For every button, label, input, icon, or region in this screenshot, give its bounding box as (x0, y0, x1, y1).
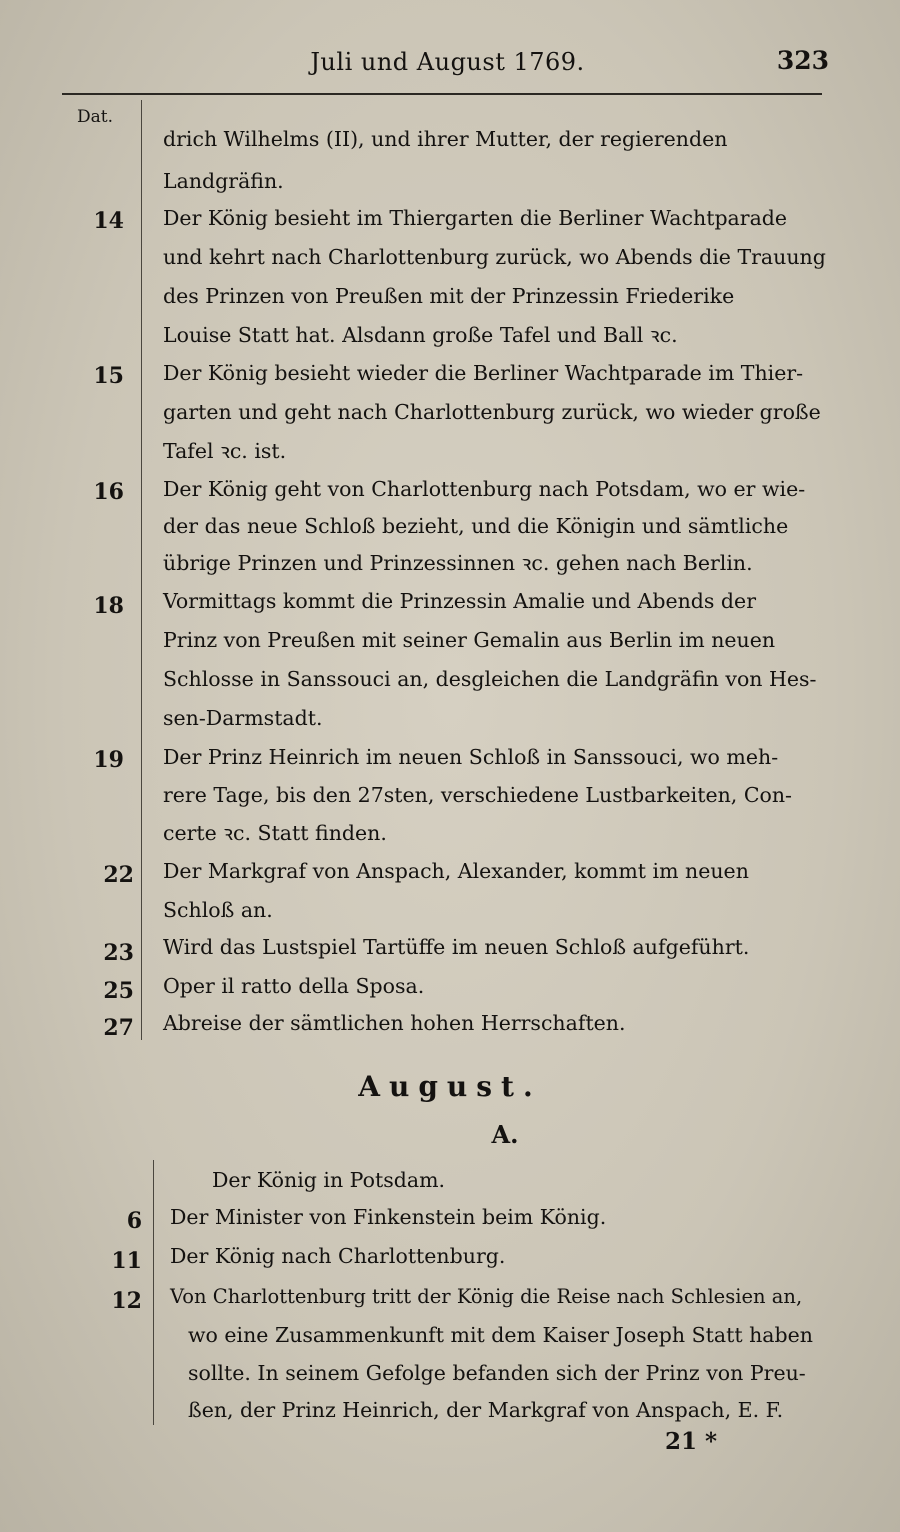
date-column-rule (141, 100, 142, 1040)
text-line: Der König besieht im Thiergarten die Berliner Wachtparade (163, 206, 788, 230)
entry-date: 6 (126, 1208, 142, 1234)
entry-date: 27 (103, 1015, 134, 1041)
page-number: 323 (776, 46, 829, 75)
text-line: Wird das Lustspiel Tartüffe im neuen Schloß aufgeführt. (163, 935, 750, 959)
text-line: Prinz von Preußen mit seiner Gemalin aus Berlin im neuen (163, 628, 776, 652)
text-line: Der König besieht wieder die Berliner Wachtparade im Thier- (163, 361, 804, 385)
entry-date: 25 (103, 978, 134, 1004)
text-line: Der Minister von Finkenstein beim König. (170, 1205, 607, 1229)
entry-date: 15 (93, 363, 124, 389)
entry-date: 23 (103, 940, 134, 966)
text-line: Vormittags kommt die Prinzessin Amalie und Abends der (163, 589, 756, 613)
opera-title-line: Oper il ratto della Sposa. (163, 974, 425, 998)
text-line: Der König in Potsdam. (212, 1168, 446, 1192)
entry-date: 19 (93, 747, 124, 773)
entry-date: 11 (111, 1248, 142, 1274)
text-line: certe ꝛc. Statt finden. (163, 821, 387, 845)
text-line: rere Tage, bis den 27sten, verschiedene Lustbarkeiten, Con- (163, 783, 792, 807)
entry-date: 14 (93, 208, 124, 234)
text-line: Schloß an. (163, 898, 273, 922)
text-line: drich Wilhelms (II), und ihrer Mutter, der regierenden (163, 127, 728, 151)
text-line: wo eine Zusammenkunft mit dem Kaiser Joseph Statt haben (188, 1323, 813, 1347)
text-line: Von Charlottenburg tritt der König die Reise nach Schlesien an, (170, 1285, 803, 1308)
running-title: Juli und August 1769. (310, 48, 585, 76)
text-line: Der Prinz Heinrich im neuen Schloß in Sanssouci, wo meh- (163, 745, 779, 769)
text-line: Abreise der sämtlichen hohen Herrschaften. (163, 1011, 626, 1035)
text-line: Der König geht von Charlottenburg nach Potsdam, wo er wie- (163, 477, 806, 501)
text-line: sen-Darmstadt. (163, 706, 323, 730)
entry-date: 18 (93, 593, 124, 619)
page-header (60, 46, 835, 80)
text-line: sollte. In seinem Gefolge befanden sich der Prinz von Preu- (188, 1361, 806, 1385)
text-line: übrige Prinzen und Prinzessinnen ꝛc. gehen nach Berlin. (163, 551, 753, 575)
text-line: Schlosse in Sanssouci an, desgleichen die Landgräfin von Hes- (163, 667, 817, 691)
entry-date: 16 (93, 479, 124, 505)
text-line: Landgräfin. (163, 169, 284, 193)
text-line: der das neue Schloß bezieht, und die Königin und sämtliche (163, 514, 789, 538)
header-rule (62, 93, 822, 95)
entry-date: 12 (111, 1288, 142, 1314)
text-line: Louise Statt hat. Alsdann große Tafel und Ball ꝛc. (163, 323, 678, 347)
text-line: und kehrt nach Charlottenburg zurück, wo Abends die Trauung (163, 245, 826, 269)
text-line: garten und geht nach Charlottenburg zurück, wo wieder große (163, 400, 821, 424)
text-line: des Prinzen von Preußen mit der Prinzessin Friederike (163, 284, 735, 308)
text-line: Der Markgraf von Anspach, Alexander, kommt im neuen (163, 859, 749, 883)
date-column-label: Dat. (77, 107, 114, 127)
section-letter: A. (491, 1120, 519, 1149)
month-heading: August. (358, 1070, 542, 1103)
signature-mark: 21 * (665, 1428, 718, 1455)
text-line: Der König nach Charlottenburg. (170, 1244, 506, 1268)
text-line: Tafel ꝛc. ist. (163, 439, 287, 463)
date-column-rule-august (153, 1160, 154, 1425)
text-line: ßen, der Prinz Heinrich, der Markgraf von Anspach, E. F. (188, 1398, 784, 1422)
entry-date: 22 (103, 862, 134, 888)
